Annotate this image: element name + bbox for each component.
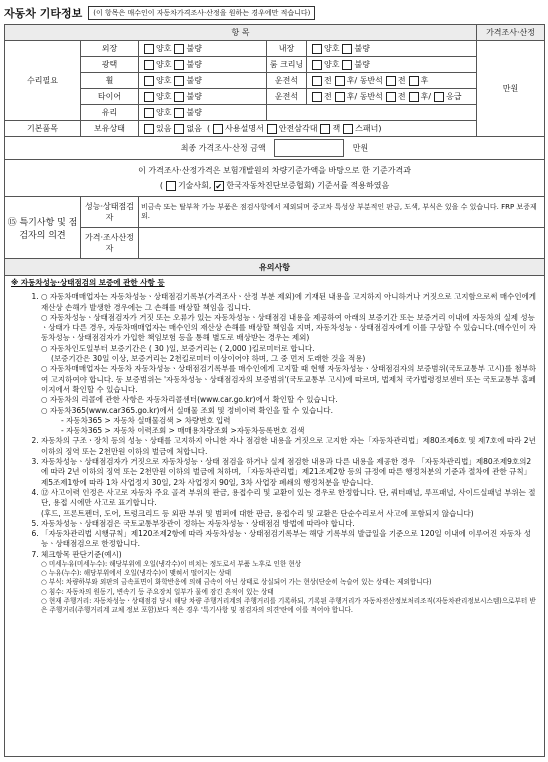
label-bad: 불량	[186, 92, 202, 101]
notice-text: ○ 자동차의 리콜에 관한 사항은 자동차리콜센터(www.car.go.kr)에서 확인할 수 있습니다.	[41, 395, 338, 405]
row-label-exterior: 외장	[81, 41, 139, 57]
label-front: 전	[324, 92, 332, 101]
section-header	[4, 4, 544, 22]
notice-section-title: ※ 자동차성능·상태점검의 보증에 관한 사항 등	[11, 278, 165, 287]
opinion-label: ⑮ 특기사항 및 점검자의 의견	[5, 197, 81, 259]
checkbox-wheel-rear[interactable]	[335, 76, 345, 86]
perf-inspector-text: 비금속 또는 탈부착 가능 부품은 점검사항에서 제외되며 중고차 특성상 부분적인 판금, 도색, 부식은 있을 수 있습니다. FRP 보증제외.	[139, 197, 545, 228]
notice-text: (후드, 프론트펜더, 도어, 트렁크리드 등 외판 부위 및 범퍼에 대한 판금, 용접수리 및 교환은 단순수리로서 사고에 포함되지 않습니다)	[41, 508, 474, 518]
notice-item-3: 3. 자동차성능ㆍ상태점검자가 거짓으로 자동차성능ㆍ상태 점검을 하거나 실제 점검한 내용과 다른 내용을 제공한 경우 「자동차관리법」제80조제9호의2에 따라 2년 이하의 징역 또는 2천만원 이하의 벌금에 처하며, 「자동차관리법」제21조제2항 등의 규정에 따른 행정처분의 기준과 절차에 관한 규칙」제5조제1항에 따라 1차 사업정지 30일, 2차 사업정지 90일, 3차 사업장 폐쇄의 행정처분을 받습니다.	[41, 457, 538, 488]
checkbox-gloss-good[interactable]	[144, 60, 154, 70]
notice-text: ○ 자동차성능ㆍ상태점검자가 거짓 또는 오류가 있는 자동차성능ㆍ상태점검 내용을 제공하여 아래의 보증기간 또는 보증거리 이내에 자동차의 실제 성능ㆍ상태가 다른 경우, 자동차매매업자는 매수인의 재산상 손해를 배상할 책임을 지며, 자동차성능ㆍ상태점검자에게 이를 구상할 수 있습니다.(매수인이 자동차성능ㆍ상태점검자가 가입한 책임보험 등을 통해 별도로 배상받는 경우는 제외)	[41, 312, 537, 343]
perf-inspector-label: 성능·상태점검자	[81, 197, 139, 228]
basis-engineers: 기술사회,	[177, 181, 212, 190]
checkbox-kaia[interactable]	[214, 181, 224, 191]
row-label-ownership: 보유상태	[81, 121, 139, 137]
basic-items-label: 기본품목	[5, 121, 81, 137]
label-have: 있음	[156, 124, 172, 133]
notice-text: ○ 자동차365(www.car365.go.kr)에서 실매물 조회 및 정비이력 확인을 할 수 있습니다.	[41, 405, 334, 415]
checkbox-cleaning-bad[interactable]	[342, 60, 352, 70]
notice-text: - 자동차365 > 자동차 이력조회 > 매매용차량조회 >자동차등록번호 검색	[61, 426, 305, 436]
label-passenger: / 동반석	[354, 92, 383, 101]
notice-item-1	[41, 292, 538, 436]
checkbox-wheel-front[interactable]	[312, 76, 322, 86]
label-good: 양호	[156, 44, 172, 53]
label-rear: 후	[346, 76, 355, 85]
label-emergency: 응급	[446, 92, 462, 101]
section-title: 자동차 기타정보	[4, 7, 83, 20]
label-bad: 불량	[186, 60, 202, 69]
basis-line-2	[7, 178, 542, 193]
label-manual: 사용설명서	[225, 124, 264, 133]
checkbox-cleaning-good[interactable]	[312, 60, 322, 70]
checkbox-interior-bad[interactable]	[342, 44, 352, 54]
row-label-interior: 내장	[267, 41, 307, 57]
row-label-gloss: 광택	[81, 57, 139, 73]
checkbox-wheel-good[interactable]	[144, 76, 154, 86]
notice-text: 4. ⑫ 사고이력 인정은 사고로 자동차 주요 골격 부위의 판금, 용접수리 및 교환이 있는 경우로 한정합니다. 단, 쿼터패널, 루프패널, 사이드실패널 부위는 절단, 용접 시에만 사고로 표기합니다.	[41, 487, 536, 508]
checkbox-exterior-good[interactable]	[144, 44, 154, 54]
notice-item-5: 5. 자동차성능ㆍ상태점검은 국토교통부장관이 정하는 자동차성능ㆍ상태점검 방법에 따라야 합니다.	[41, 519, 538, 529]
notice-item-7	[41, 550, 538, 616]
notice-text: 1. ○ 자동차매매업자는 자동차성능ㆍ상태점검기록부(가격조사ㆍ산정 부분 제외)에 기재된 내용을 고지하지 아니하거나 거짓으로 고지함으로써 매수인에게 재산상 손해가 발생한 경우에는 그 손해를 배상할 책임을 집니다.	[41, 292, 537, 312]
label-driver-seat: 운전석	[267, 89, 307, 105]
checkbox-engineers-society[interactable]	[166, 181, 176, 191]
notice-text: (보증기간은 30일 이상, 보증거리는 2천킬로미터 이상이어야 하며, 그 중 먼저 도래한 것을 적용)	[51, 354, 366, 364]
row-label-tire: 타이어	[81, 89, 139, 105]
checkbox-tire-good[interactable]	[144, 92, 154, 102]
checkbox-tire-bad[interactable]	[174, 92, 184, 102]
checkbox-tire-pfront[interactable]	[386, 92, 396, 102]
label-spanner: 스패너	[355, 124, 379, 133]
row-label-room-cleaning: 룸 크리닝	[267, 57, 307, 73]
notice-item-4	[41, 488, 538, 519]
label-paren: (	[207, 124, 211, 133]
label-bad: 불량	[186, 108, 202, 117]
vehicle-info-table	[4, 24, 545, 757]
section-note: (이 항목은 매수인이 자동차가격조사·산정을 원하는 경우에만 적습니다)	[88, 6, 315, 20]
basis-paren: (	[159, 181, 163, 190]
price-inspector-label: 가격·조사산정자	[81, 228, 139, 259]
row-label-glass: 유리	[81, 105, 139, 121]
notice-text: ○ 자동차매매업자는 자동차 자동차성능ㆍ상태점검기록부를 매수인에게 고지할 때 현행 자동차성능ㆍ상태점검자의 보증범위(국토교통부 고시)를 첨부하여 고지하여야 합니다. 동 보증범위는 '자동차성능ㆍ상태점검자의 보증범위'(국토교통부 고시)에 따르며, 법제처 국가법령정보센터 또는 국토교통부 홈페이지에서 확인할 수 있습니다.	[41, 364, 537, 394]
checkbox-none[interactable]	[174, 124, 184, 134]
notice-text: ○ 자동차인도일부터 보증기간은 ( 30 )일, 보증거리는 ( 2,000 )킬로미터로 합니다.	[41, 343, 315, 353]
basis-line-1: 이 가격조사·산정가격은 보험개발원의 차량기준가액을 바탕으로 한 기준가격과	[138, 166, 411, 175]
notice-text: ○ 침수: 자동차의 원동기, 변속기 등 주요장치 일부가 물에 잠긴 흔적이 있는 상태	[41, 587, 274, 596]
col-header-item: 항 목	[5, 25, 477, 41]
notice-item-2: 2. 자동차의 구조ㆍ장치 등의 성능ㆍ상태를 고지하지 아니한 자나 점검한 내용을 거짓으로 고지한 자는「자동차관리법」제80조제6호 및 제7호에 따라 2년 이하의 징역 또는 2천만원 이하의 벌금에 처합니다.	[41, 436, 538, 457]
checkbox-manual[interactable]	[213, 124, 223, 134]
label-rear: 후	[346, 92, 355, 101]
final-price-unit: 만원	[352, 143, 369, 153]
notice-text: - 자동차365 > 자동차 실매물검색 > 차량번호 입력	[61, 415, 231, 425]
label-bad: 불량	[186, 76, 202, 85]
notice-text: ○ 누유(누수): 해당부위에서 오일(냉각수)이 맺혀서 떨어지는 상태	[41, 569, 232, 578]
label-none: 없음	[186, 124, 202, 133]
checkbox-wheel-pfront[interactable]	[386, 76, 396, 86]
final-price-label: 최종 가격조사·산정 금액	[180, 143, 266, 153]
label-front: 전	[324, 76, 332, 85]
checkbox-tire-emergency[interactable]	[434, 92, 444, 102]
checkbox-tire-front[interactable]	[312, 92, 322, 102]
price-manwon: 만원	[477, 41, 545, 137]
document-page	[4, 4, 544, 757]
label-front: 전	[397, 76, 406, 85]
label-good: 양호	[156, 76, 172, 85]
checkbox-exterior-bad[interactable]	[174, 44, 184, 54]
label-bad: 불량	[186, 44, 202, 53]
repair-label: 수리필요	[5, 41, 81, 121]
label-passenger: / 동반석	[354, 76, 383, 85]
checkbox-triangle[interactable]	[267, 124, 277, 134]
label-triangle: 안전삼각대	[278, 124, 318, 133]
checkbox-glass-bad[interactable]	[174, 108, 184, 118]
price-inspector-text	[139, 228, 545, 259]
notice-text: ○ 현재 주행거리: 자동차성능ㆍ상태점검 당시 해당 차량 주행거리계의 주행거리를 기록하되, 기록된 주행거리가 자동차전산정보처리조직(자동차관리정보시스템)으로부터 받은 주행거리(주행거리계 교체 정보 포함)보다 적은 경우 '특기사항 및 점검자의 의견'란에 이를 적어야 합니다.	[41, 596, 536, 615]
label-bad: 불량	[354, 60, 370, 69]
label-rear: 후	[420, 92, 429, 101]
label-bad: 불량	[354, 44, 370, 53]
checkbox-tire-prear[interactable]	[409, 92, 419, 102]
basis-kaia: 한국자동차진단보증협회) 기준서를 적용하였음	[226, 181, 390, 190]
notice-item-6: 6. 「자동차관리법 시행규칙」제120조제2항에 따라 자동차성능ㆍ상태점검기록부는 해당 기록부의 발급일을 기준으로 120일 이내에 이루어진 자동차 성능ㆍ상태점검으로 한정합니다.	[41, 529, 538, 550]
label-paren: )	[378, 124, 382, 133]
label-good: 양호	[156, 60, 172, 69]
checkbox-wheel-bad[interactable]	[174, 76, 184, 86]
label-good: 양호	[324, 60, 340, 69]
label-jack: 잭	[332, 124, 341, 133]
checkbox-jack[interactable]	[320, 124, 330, 134]
notice-body	[5, 276, 545, 757]
label-front: 전	[397, 92, 406, 101]
notice-text: 7. 체크항목 판단기준(예시)	[41, 549, 122, 559]
notice-text: ○ 미세누유(미세누수): 해당부위에 오일(냉각수)이 비치는 정도로서 부품 노후로 인한 현상	[41, 560, 302, 569]
label-good: 양호	[156, 92, 172, 101]
final-price-row	[5, 137, 545, 160]
checkbox-wheel-prear[interactable]	[409, 76, 419, 86]
col-header-price: 가격조사·산정	[477, 25, 545, 41]
checkbox-gloss-bad[interactable]	[174, 60, 184, 70]
label-rear: 후	[420, 76, 429, 85]
checkbox-interior-good[interactable]	[312, 44, 322, 54]
final-price-input[interactable]	[274, 139, 344, 157]
notice-text: ○ 부식: 차량하부와 외판의 금속표면이 화학반응에 의해 금속이 아닌 상태로 상실되어 가는 현상(단순히 녹슬어 있는 상태는 제외합니다)	[41, 578, 432, 587]
checkbox-spanner[interactable]	[343, 124, 353, 134]
checkbox-have[interactable]	[144, 124, 154, 134]
label-good: 양호	[324, 44, 340, 53]
basis-row	[5, 160, 545, 197]
checkbox-glass-good[interactable]	[144, 108, 154, 118]
checkbox-tire-rear[interactable]	[335, 92, 345, 102]
row-label-wheel: 휠	[81, 73, 139, 89]
label-good: 양호	[156, 108, 172, 117]
label-driver-seat: 운전석	[267, 73, 307, 89]
label-slash: /	[428, 92, 432, 101]
notice-title: 유의사항	[5, 259, 545, 276]
